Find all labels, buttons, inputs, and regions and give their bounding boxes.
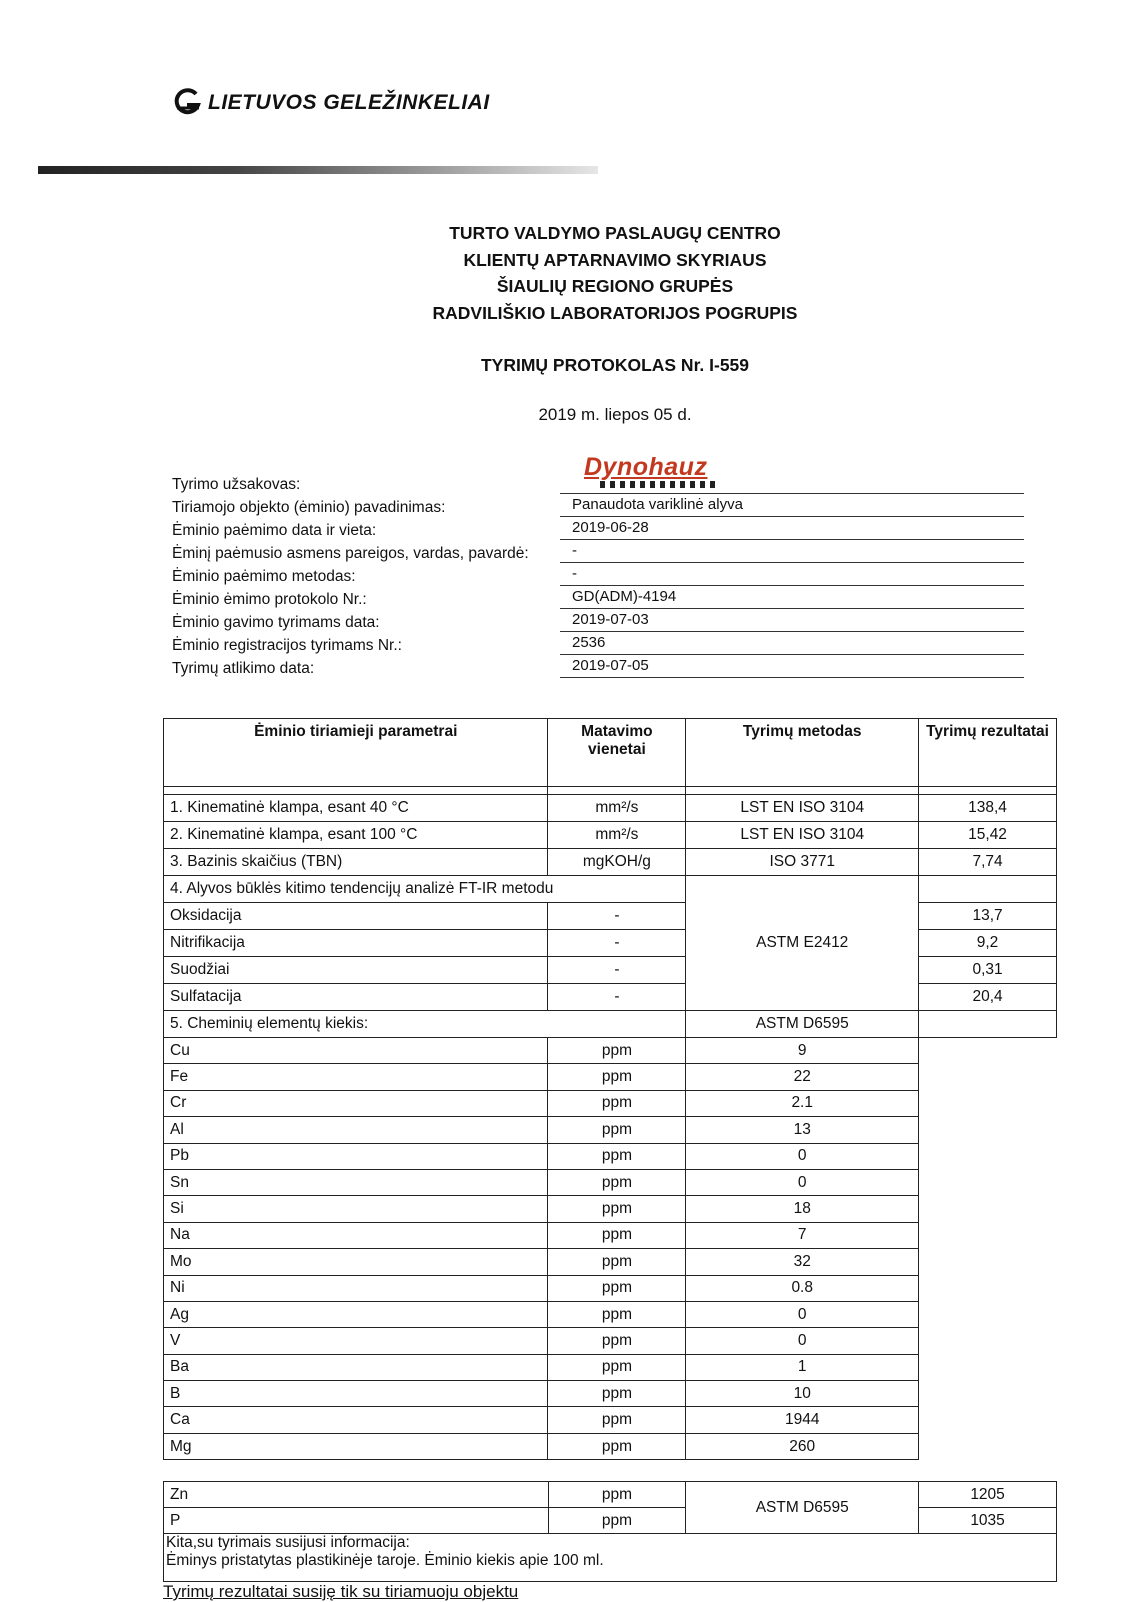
table-row	[164, 930, 1057, 957]
result-cell: 22	[686, 1064, 919, 1090]
result-cell: 10	[686, 1381, 919, 1407]
unit-cell: ppm	[548, 1328, 686, 1354]
param-cell: Cr	[164, 1090, 548, 1116]
unit-cell: ppm	[548, 1354, 686, 1380]
results-table-2	[163, 1481, 1057, 1582]
param-cell: Al	[164, 1117, 548, 1143]
column-header: Ėminio tiriamieji parametrai	[164, 719, 548, 787]
info-label: Ėminio registracijos tyrimams Nr.:	[172, 637, 402, 654]
param-cell: Fe	[164, 1064, 548, 1090]
param-cell: Mg	[164, 1433, 548, 1459]
table-row	[164, 1407, 1057, 1433]
info-value	[560, 473, 1024, 494]
param-cell: Pb	[164, 1143, 548, 1169]
company-logo	[172, 88, 490, 118]
param-cell: P	[164, 1508, 549, 1534]
section-title: 5. Cheminių elementų kiekis:	[164, 1011, 686, 1038]
param-cell: Ca	[164, 1407, 548, 1433]
table-row	[164, 1301, 1057, 1327]
info-label: Ėminio gavimo tyrimams data:	[172, 614, 380, 631]
param-cell: B	[164, 1381, 548, 1407]
unit-cell: mgKOH/g	[548, 849, 686, 876]
section-row	[164, 876, 1057, 903]
result-cell: 1944	[686, 1407, 919, 1433]
unit-cell: ppm	[548, 1064, 686, 1090]
column-header: Tyrimų metodas	[686, 719, 919, 787]
column-header: Matavimo vienetai	[548, 719, 686, 787]
result-cell: 138,4	[919, 795, 1057, 822]
railway-logo-icon	[172, 88, 202, 118]
unit-cell: ppm	[548, 1117, 686, 1143]
unit-cell: -	[548, 930, 686, 957]
result-cell	[919, 1011, 1057, 1038]
result-cell: 2.1	[686, 1090, 919, 1116]
unit-cell: -	[548, 957, 686, 984]
info-label: Tyrimų atlikimo data:	[172, 660, 315, 677]
unit-cell: ppm	[548, 1407, 686, 1433]
organization-heading	[0, 220, 1130, 326]
info-label: Ėminio paėmimo metodas:	[172, 568, 356, 585]
result-cell: 15,42	[919, 822, 1057, 849]
info-value: -	[560, 565, 1024, 586]
info-value: 2019-06-28	[560, 519, 1024, 540]
header-rule	[38, 166, 598, 174]
param-cell: Sulfatacija	[164, 984, 548, 1011]
unit-cell: ppm	[548, 1301, 686, 1327]
info-value: 2019-07-05	[560, 657, 1024, 678]
unit-cell: ppm	[548, 1038, 686, 1064]
heading-line: ŠIAULIŲ REGIONO GRUPĖS	[496, 276, 734, 296]
param-cell: Cu	[164, 1038, 548, 1064]
section-row	[164, 1011, 1057, 1038]
table-row	[164, 1508, 1057, 1534]
table-row	[164, 903, 1057, 930]
result-cell: 260	[686, 1433, 919, 1459]
result-cell: 13,7	[919, 903, 1057, 930]
table-row	[164, 1143, 1057, 1169]
other-info-text: Ėminys pristatytas plastikinėje taroje. Ėminio kiekis apie 100 ml.	[166, 1552, 604, 1569]
heading-line: TURTO VALDYMO PASLAUGŲ CENTRO	[449, 223, 781, 243]
table-row	[164, 1249, 1057, 1275]
result-cell: 7	[686, 1222, 919, 1248]
unit-cell: ppm	[548, 1381, 686, 1407]
result-cell	[919, 876, 1057, 903]
param-cell: 2. Kinematinė klampa, esant 100 °C	[164, 822, 548, 849]
results-table	[163, 718, 1057, 1460]
table-row	[164, 1381, 1057, 1407]
unit-cell: ppm	[548, 1433, 686, 1459]
method-cell: ASTM E2412	[686, 876, 919, 1011]
unit-cell: ppm	[548, 1090, 686, 1116]
param-cell: 1. Kinematinė klampa, esant 40 °C	[164, 795, 548, 822]
table-row	[164, 1090, 1057, 1116]
unit-cell: ppm	[548, 1196, 686, 1222]
result-cell: 9,2	[919, 930, 1057, 957]
method-cell: LST EN ISO 3104	[686, 795, 919, 822]
section-title: 4. Alyvos būklės kitimo tendencijų analizė FT-IR metodu	[164, 876, 686, 903]
method-cell: LST EN ISO 3104	[686, 822, 919, 849]
client-logo: Dynohauz	[584, 453, 708, 481]
result-cell: 7,74	[919, 849, 1057, 876]
other-info-cell	[164, 1534, 1057, 1582]
table-row	[164, 1354, 1057, 1380]
table-row	[164, 1433, 1057, 1459]
result-cell: 1	[686, 1354, 919, 1380]
heading-line: KLIENTŲ APTARNAVIMO SKYRIAUS	[463, 249, 767, 270]
info-value: 2536	[560, 634, 1024, 655]
param-cell: Sn	[164, 1169, 548, 1195]
result-cell: 0	[686, 1301, 919, 1327]
method-cell: ASTM D6595	[686, 1011, 919, 1038]
param-cell: V	[164, 1328, 548, 1354]
param-cell: Si	[164, 1196, 548, 1222]
table-row	[164, 984, 1057, 1011]
result-cell: 32	[686, 1249, 919, 1275]
unit-cell: mm²/s	[548, 795, 686, 822]
unit-cell: ppm	[548, 1222, 686, 1248]
info-label: Tyrimo užsakovas:	[172, 476, 301, 493]
table-row	[164, 849, 1057, 876]
param-cell: Oksidacija	[164, 903, 548, 930]
unit-cell: ppm	[548, 1275, 686, 1301]
footer-note: Tyrimų rezultatai susiję tik su tiriamuoju objektu	[163, 1582, 519, 1601]
table-row	[164, 1038, 1057, 1064]
unit-cell: ppm	[548, 1508, 686, 1534]
result-cell: 1205	[919, 1482, 1057, 1508]
param-cell: Suodžiai	[164, 957, 548, 984]
column-header: Tyrimų rezultatai	[919, 719, 1057, 787]
unit-cell: -	[548, 903, 686, 930]
elements-body	[164, 1038, 1057, 1460]
param-cell: Ag	[164, 1301, 548, 1327]
other-info-label: Kita,su tyrimais susijusi informacija:	[166, 1534, 410, 1551]
result-cell: 0	[686, 1143, 919, 1169]
info-value: Panaudota variklinė alyva	[560, 496, 1024, 517]
info-value: -	[560, 542, 1024, 563]
info-label: Ėminio paėmimo data ir vieta:	[172, 522, 377, 539]
info-label: Ėminį paėmusio asmens pareigos, vardas, pavardė:	[172, 545, 529, 562]
company-logo-text: LIETUVOS GELEŽINKELIAI	[208, 91, 490, 114]
result-cell: 1035	[919, 1508, 1057, 1534]
result-cell: 13	[686, 1117, 919, 1143]
info-label: Ėminio ėmimo protokolo Nr.:	[172, 591, 367, 608]
other-info-row	[164, 1534, 1057, 1582]
info-value: GD(ADM)-4194	[560, 588, 1024, 609]
param-cell: Mo	[164, 1249, 548, 1275]
info-label: Tiriamojo objekto (ėminio) pavadinimas:	[172, 499, 446, 516]
table-row	[164, 1482, 1057, 1508]
protocol-title: TYRIMŲ PROTOKOLAS Nr. I-559	[480, 355, 750, 375]
table-row	[164, 1275, 1057, 1301]
result-cell: 0,31	[919, 957, 1057, 984]
table-row	[164, 1328, 1057, 1354]
param-cell: Ni	[164, 1275, 548, 1301]
result-cell: 9	[686, 1038, 919, 1064]
table-row	[164, 1196, 1057, 1222]
info-value: 2019-07-03	[560, 611, 1024, 632]
unit-cell: -	[548, 984, 686, 1011]
heading-line: RADVILIŠKIO LABORATORIJOS POGRUPIS	[432, 302, 798, 323]
table-header-row	[164, 719, 1057, 787]
param-cell: 3. Bazinis skaičius (TBN)	[164, 849, 548, 876]
method-cell: ASTM D6595	[686, 1482, 919, 1534]
unit-cell: ppm	[548, 1169, 686, 1195]
result-cell: 0	[686, 1328, 919, 1354]
table-row	[164, 795, 1057, 822]
table-row	[164, 957, 1057, 984]
param-cell: Nitrifikacija	[164, 930, 548, 957]
table-row	[164, 1064, 1057, 1090]
unit-cell: mm²/s	[548, 822, 686, 849]
table-row	[164, 1117, 1057, 1143]
document-date: 2019 m. liepos 05 d.	[538, 405, 692, 424]
result-cell: 18	[686, 1196, 919, 1222]
unit-cell: ppm	[548, 1249, 686, 1275]
unit-cell: ppm	[548, 1482, 686, 1508]
method-cell: ISO 3771	[686, 849, 919, 876]
table-row	[164, 822, 1057, 849]
unit-cell: ppm	[548, 1143, 686, 1169]
result-cell: 0.8	[686, 1275, 919, 1301]
table-row	[164, 1169, 1057, 1195]
param-cell: Ba	[164, 1354, 548, 1380]
table-row	[164, 1222, 1057, 1248]
result-cell: 20,4	[919, 984, 1057, 1011]
param-cell: Na	[164, 1222, 548, 1248]
param-cell: Zn	[164, 1482, 549, 1508]
result-cell: 0	[686, 1169, 919, 1195]
